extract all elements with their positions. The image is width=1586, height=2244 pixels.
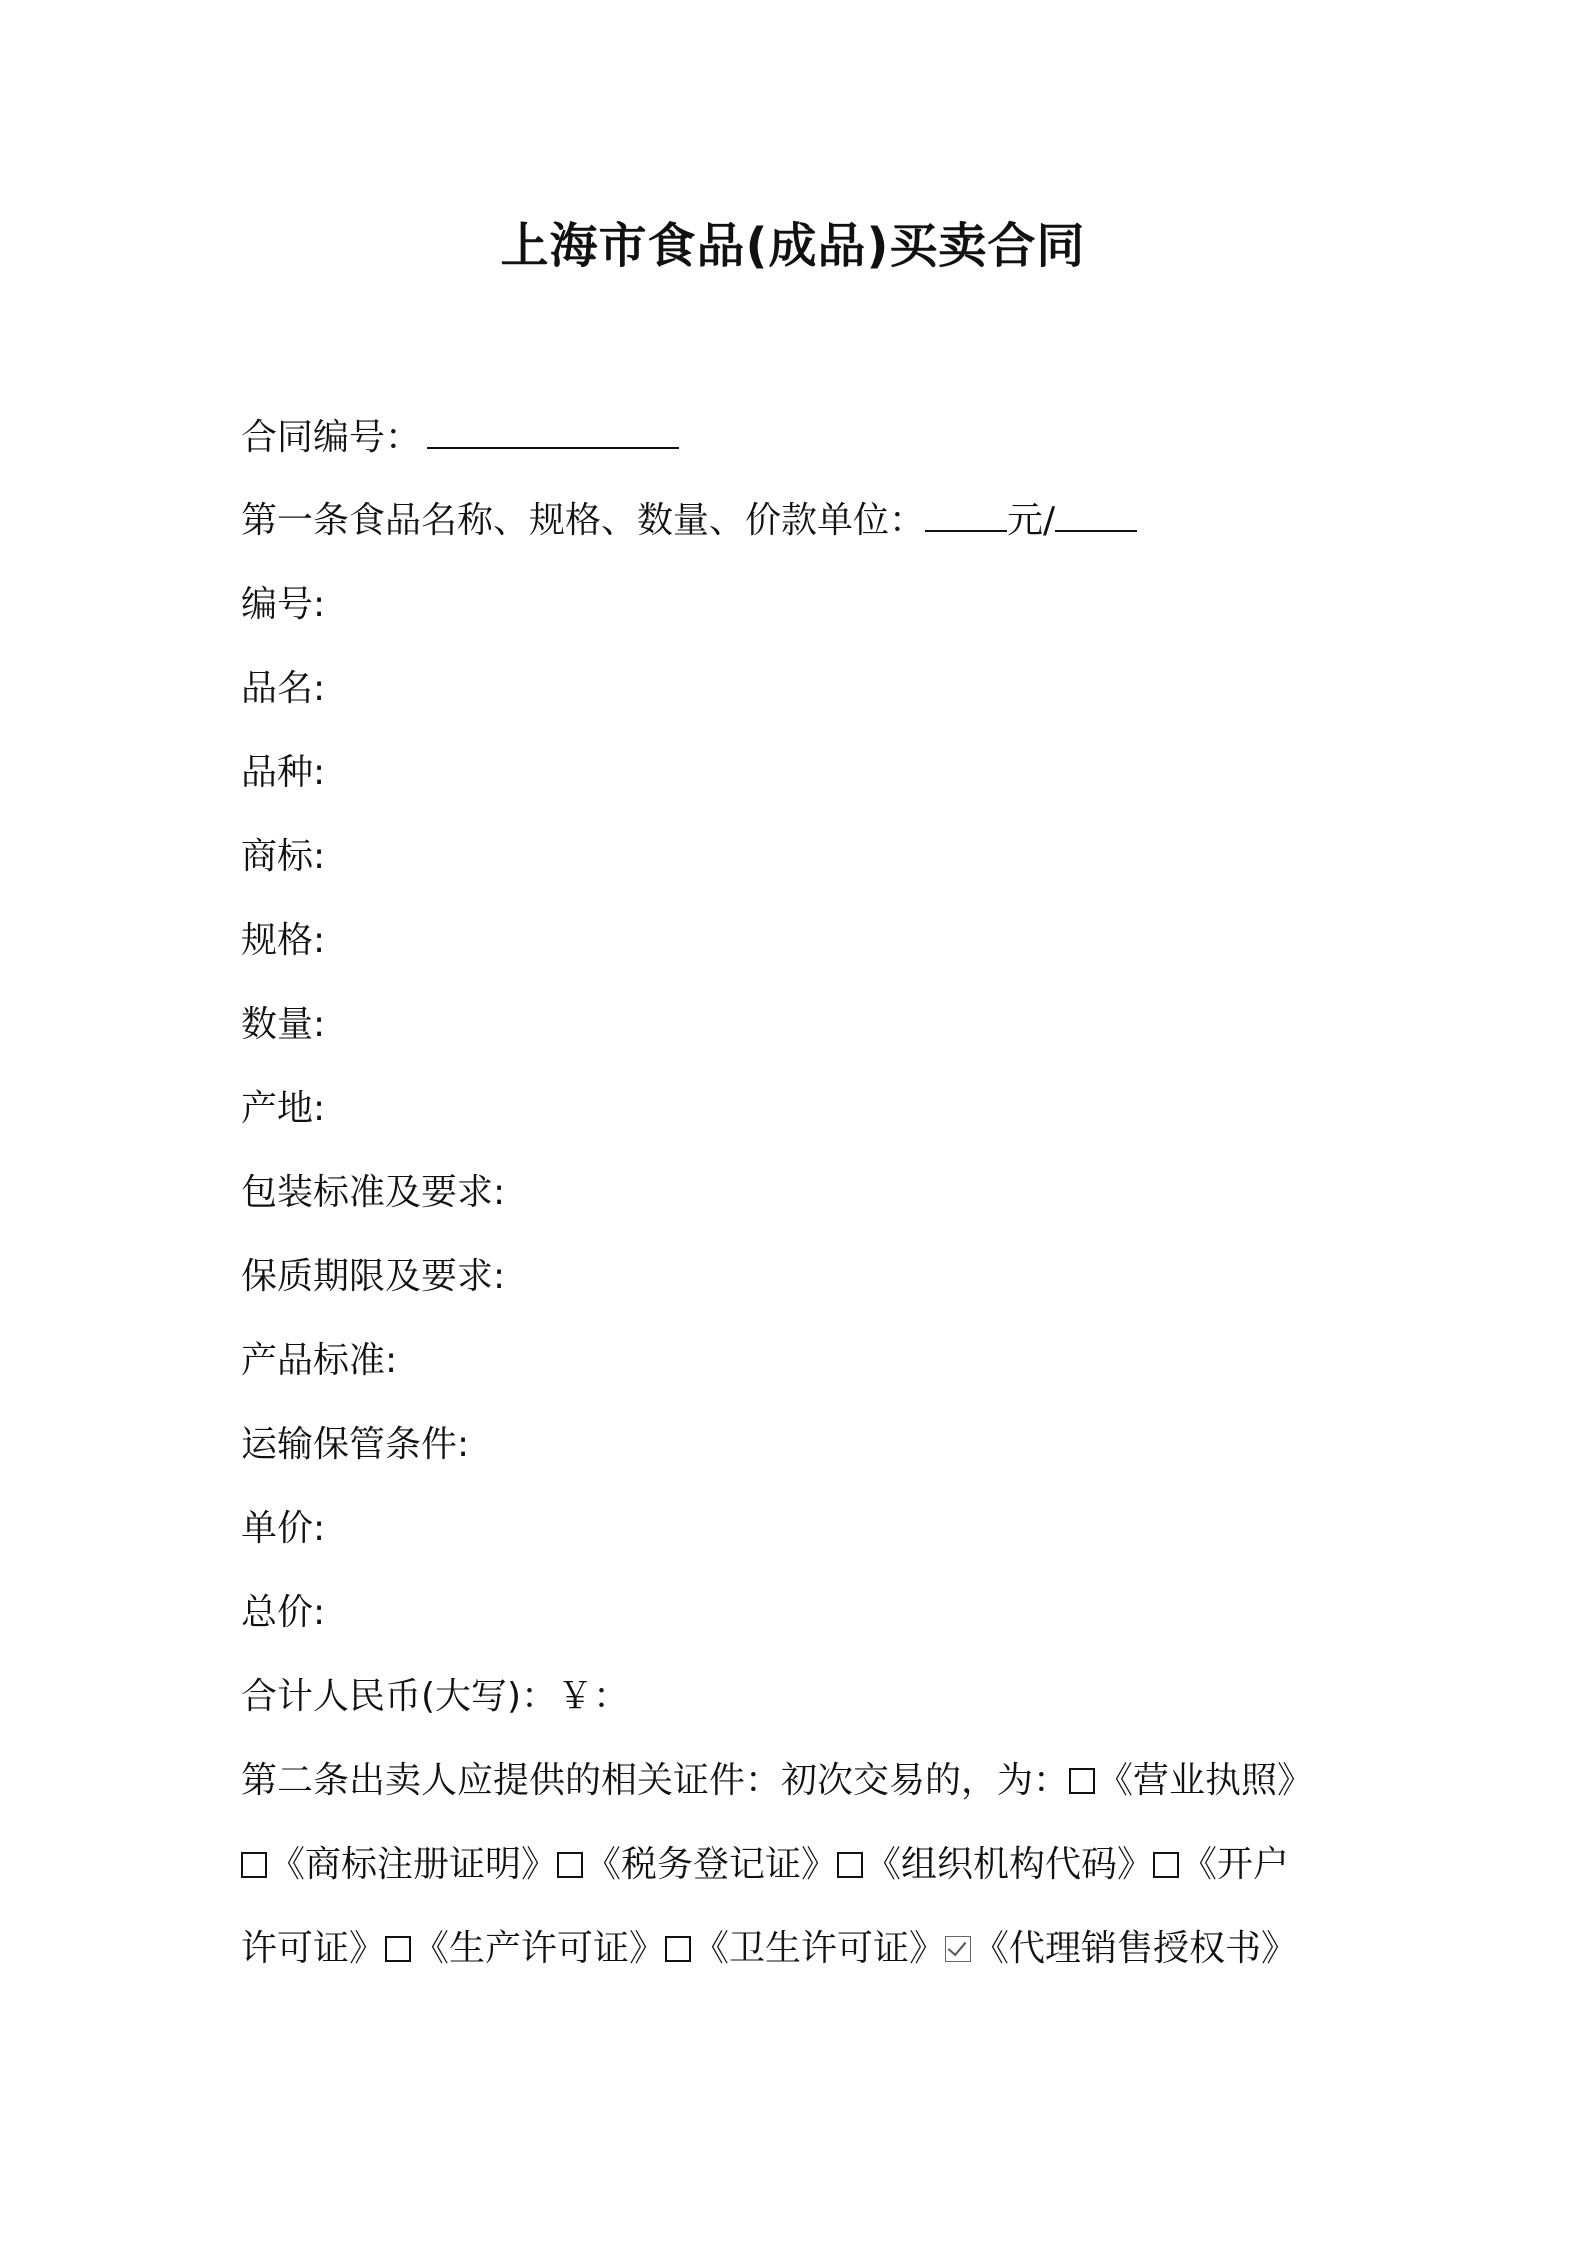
price-unit-blank-2[interactable] — [1055, 496, 1137, 532]
field-label: 规格: — [241, 920, 326, 961]
field-line — [241, 1336, 397, 1386]
article1-line — [241, 496, 1137, 546]
cert-trademark-registration: 《商标注册证明》 — [269, 1844, 558, 1885]
article2-line-1 — [241, 1756, 1313, 1806]
cert-hygiene-permit: 《卫生许可证》 — [693, 1928, 946, 1969]
field-label: 品名: — [241, 668, 326, 709]
field-label: 运输保管条件: — [241, 1424, 470, 1465]
field-line — [241, 1084, 325, 1134]
field-label: 商标: — [241, 836, 326, 877]
checkbox-hygiene-permit[interactable] — [665, 1936, 691, 1962]
checkbox-account-opening-permit[interactable] — [1153, 1852, 1179, 1878]
cert-account-opening-permit-part2: 许可证》 — [241, 1928, 386, 1969]
checkbox-agency-authorization[interactable] — [945, 1936, 971, 1962]
field-line — [241, 748, 325, 798]
price-unit-blank-1[interactable] — [925, 496, 1007, 532]
field-line — [241, 832, 325, 882]
field-label: 编号: — [241, 584, 326, 625]
checkbox-trademark-registration[interactable] — [241, 1852, 267, 1878]
article2-line-3 — [241, 1924, 1297, 1974]
field-line — [241, 916, 325, 966]
field-label: 数量: — [241, 1004, 326, 1045]
cert-organization-code: 《组织机构代码》 — [865, 1844, 1154, 1885]
field-label: 品种: — [241, 752, 326, 793]
cert-agency-authorization: 《代理销售授权书》 — [973, 1928, 1298, 1969]
field-line — [241, 1252, 505, 1302]
checkbox-organization-code[interactable] — [837, 1852, 863, 1878]
article2-line-2 — [241, 1840, 1289, 1890]
cert-business-license: 《营业执照》 — [1097, 1760, 1314, 1801]
cert-account-opening-permit-part1: 《开户 — [1181, 1844, 1290, 1885]
field-line — [241, 580, 325, 630]
field-line — [241, 1000, 325, 1050]
checkbox-business-license[interactable] — [1069, 1768, 1095, 1794]
field-line — [241, 1420, 469, 1470]
cert-production-permit: 《生产许可证》 — [413, 1928, 666, 1969]
contract-number-label: 合同编号： — [241, 417, 422, 458]
contract-number-blank[interactable] — [427, 413, 679, 449]
field-label: 单价: — [241, 1508, 326, 1549]
total-rmb-label: 合计人民币(大写)：￥： — [241, 1676, 630, 1717]
price-unit-yuan: 元/ — [1007, 500, 1056, 541]
cert-tax-registration: 《税务登记证》 — [585, 1844, 838, 1885]
field-label: 产地: — [241, 1088, 326, 1129]
field-label: 保质期限及要求: — [241, 1256, 506, 1297]
field-label: 产品标准: — [241, 1340, 398, 1381]
field-line — [241, 1588, 325, 1638]
article2-intro: 第二条出卖人应提供的相关证件：初次交易的，为： — [241, 1760, 1070, 1801]
article1-text: 第一条食品名称、规格、数量、价款单位： — [241, 500, 926, 541]
field-line — [241, 664, 325, 714]
checkbox-production-permit[interactable] — [385, 1936, 411, 1962]
contract-number-line — [241, 413, 679, 463]
document-title: 上海市食品(成品)买卖合同 — [500, 218, 1086, 274]
field-line — [241, 1504, 325, 1554]
checkbox-tax-registration[interactable] — [557, 1852, 583, 1878]
field-label: 包装标准及要求: — [241, 1172, 506, 1213]
field-label: 总价: — [241, 1592, 326, 1633]
total-rmb-line — [241, 1672, 629, 1722]
field-line — [241, 1168, 505, 1218]
